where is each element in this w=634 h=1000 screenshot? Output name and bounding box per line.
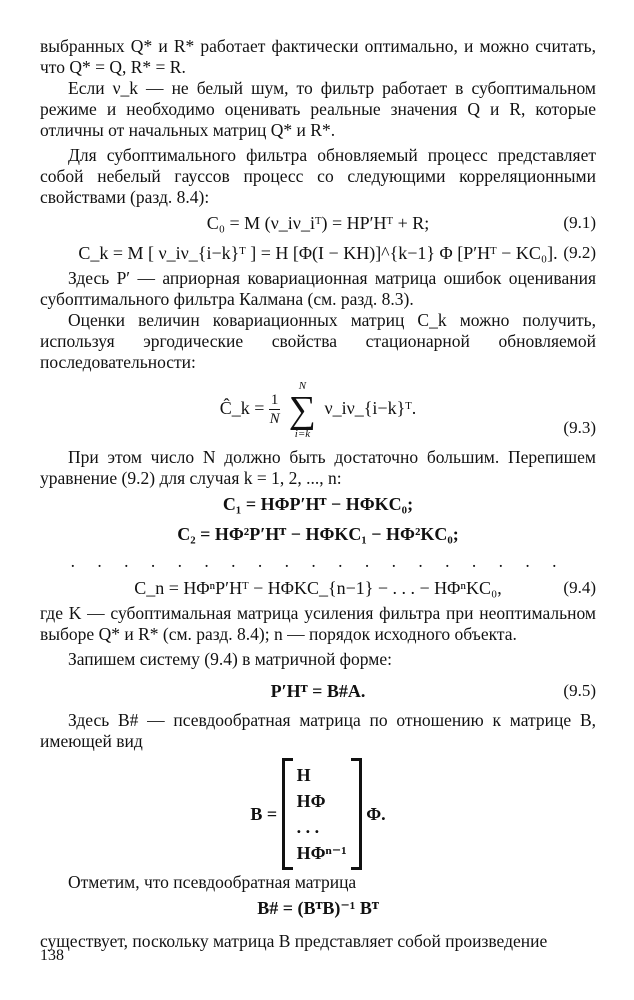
sum-lower-limit: i=k [294, 427, 311, 440]
equation-c1 [40, 489, 596, 519]
equation-9-5-number: (9.5) [563, 681, 596, 700]
matrix-b-rhs: Φ. [366, 804, 386, 824]
matrix-row: HΦ [296, 791, 326, 811]
equation-9-1-text: C₀ = M (ν_iν_iᵀ) = HP′Hᵀ + R; [206, 213, 430, 233]
paragraph-1: выбранных Q* и R* работает фактически оптимально, и можно считать, что Q* = Q, R* = R. [40, 36, 596, 77]
equation-9-3-lhs: Ĉ_k = [219, 398, 265, 418]
paragraph-5: Оценки величин ковариационных матриц C_k можно получить, используя эргодические свойства стационарной обновляемой последовательности: [40, 310, 596, 372]
paragraph-6: При этом число N должно быть достаточно большим. Перепишем уравнение (9.2) для случая k = 1, 2, ..., n: [40, 447, 596, 488]
paragraph-7: где K — субоптимальная матрица усиления фильтра при неоптимальном выборе Q* и R* (см. разд. 8.4); n — порядок исходного объекта. [40, 603, 596, 644]
paragraph-4: Здесь P′ — априорная ковариационная матрица ошибок оценивания субоптимального фильтра Калмана (см. разд. 8.3). [40, 268, 596, 309]
equation-pseudoinverse [40, 893, 596, 923]
equation-9-2-text: C_k = M [ ν_iν_{i−k}ᵀ ] = H [Φ(I − KH)]^{k−1} Φ [P′Hᵀ − KC₀]. [78, 243, 558, 263]
matrix-b-definition [40, 758, 596, 868]
equation-9-4-text: C_n = HΦⁿP′Hᵀ − HΦKC_{n−1} − . . . − HΦⁿKC₀, [134, 578, 502, 598]
equation-9-2-number: (9.2) [563, 243, 596, 262]
page-number: 138 [40, 947, 64, 964]
matrix-b-lhs: B = [250, 804, 278, 824]
equation-c2 [40, 519, 596, 549]
equation-9-2 [40, 238, 596, 268]
matrix-row: HΦⁿ⁻¹ [296, 843, 347, 863]
equation-9-3-number: (9.3) [563, 418, 596, 437]
matrix-b [282, 758, 362, 870]
equation-9-3-fraction [269, 391, 281, 428]
matrix-row: . . . [296, 817, 320, 837]
equation-9-3 [40, 373, 596, 443]
sigma-icon: ∑ [288, 388, 317, 431]
equation-9-3-rhs: ν_iν_{i−k}ᵀ. [324, 398, 417, 418]
sum-upper-limit: N [298, 379, 307, 392]
fraction-numerator: 1 [270, 392, 279, 409]
paragraph-10: Отметим, что псевдообратная матрица [68, 872, 357, 892]
paragraph-8: Запишем систему (9.4) в матричной форме: [68, 649, 392, 669]
equation-pseudoinverse-text: B# = (BᵀB)⁻¹ Bᵀ [257, 898, 379, 918]
equation-9-1-number: (9.1) [563, 213, 596, 232]
equation-9-5 [40, 676, 596, 706]
equation-9-1 [40, 208, 596, 238]
paragraph-3: Для субоптимального фильтра обновляемый процесс представляет собой небелый гауссов процесс со следующими корреляционными свойствами (разд. 8.4): [40, 145, 596, 207]
equation-c2-text: C₂ = HΦ²P′Hᵀ − HΦKC₁ − HΦ²KC₀; [177, 524, 459, 544]
equation-9-5-text: P′Hᵀ = B#A. [270, 681, 366, 701]
equation-9-4 [40, 573, 596, 603]
page-body [40, 36, 596, 952]
fraction-denominator: N [269, 411, 280, 428]
paragraph-11: существует, поскольку матрица B представляет собой произведение [40, 931, 548, 951]
paragraph-2: Если ν_k — не белый шум, то фильтр работает в субоптимальном режиме и необходимо оценивать реальные значения Q и R, которые отличны от начальных матриц Q* и R*. [40, 78, 596, 140]
equation-ellipsis-row: . . . . . . . . . . . . . . . . . . . [70, 551, 566, 571]
summation [289, 380, 316, 440]
matrix-row: H [296, 765, 311, 785]
paragraph-9: Здесь B# — псевдообратная матрица по отношению к матрице B, имеющей вид [40, 710, 596, 751]
equation-c1-text: C₁ = HΦP′Hᵀ − HΦKC₀; [222, 494, 414, 514]
equation-9-4-number: (9.4) [563, 578, 596, 597]
